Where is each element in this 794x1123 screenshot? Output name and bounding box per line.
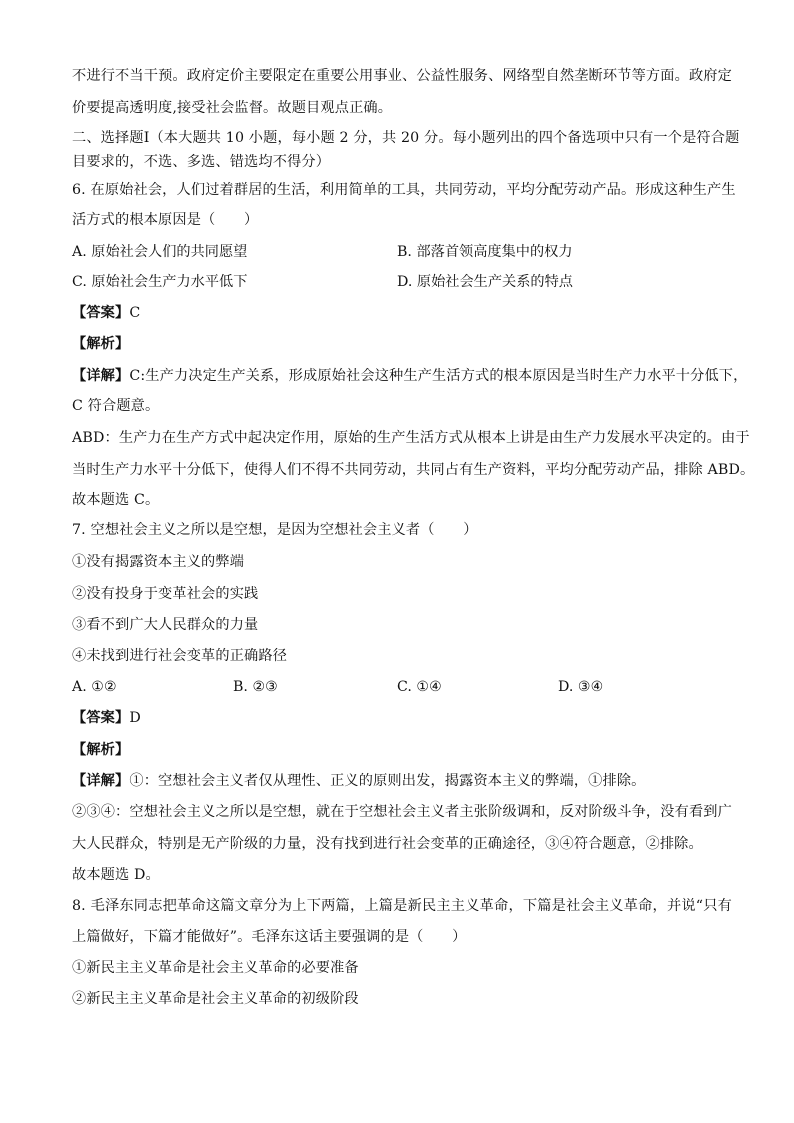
q7-answer: [72, 708, 732, 728]
q6-option-a: A. 原始社会人们的共同愿望: [72, 244, 248, 260]
q7-stem: 7. 空想社会主义之所以是空想，是因为空想社会主义者（ ）: [72, 522, 478, 538]
q7-option-c: C. ①④: [397, 679, 442, 695]
q7-detail-3: 大人民群众，特别是无产阶级的力量，没有找到进行社会变革的正确途径，③④符合题意，②排除。: [72, 836, 703, 852]
q7-statement-3: ③看不到广大人民群众的力量: [72, 617, 259, 633]
q7-option-b: B. ②③: [233, 679, 278, 695]
detail-tag: 【详解】: [72, 773, 130, 789]
q6-option-c: C. 原始社会生产力水平低下: [72, 274, 248, 290]
text-line: 不进行不当干预。政府定价主要限定在重要公用事业、公益性服务、网络型自然垄断环节等方面。政府定: [72, 68, 732, 84]
q8-stem: 8. 毛泽东同志把革命这篇文章分为上下两篇，上篇是新民主主义革命，下篇是社会主义革命，并说“只有: [72, 898, 732, 914]
answer-value: C: [129, 305, 141, 321]
q6-option-d: D. 原始社会生产关系的特点: [397, 274, 573, 290]
detail-tag: 【详解】: [72, 368, 130, 384]
q6-option-b: B. 部落首领高度集中的权力: [397, 244, 573, 260]
q6-detail-abd-cont: 当时生产力水平十分低下，使得人们不得不共同劳动，共同占有生产资料，平均分配劳动产品，排除 ABD。: [72, 462, 755, 478]
q7-option-d: D. ③④: [558, 679, 604, 695]
analysis-tag: 【解析】: [72, 336, 130, 352]
answer-tag: 【答案】: [72, 305, 130, 321]
q8-statement-1: ①新民主主义革命是社会主义革命的必要准备: [72, 960, 359, 976]
detail-text: C:生产力决定生产关系，形成原始社会这种生产生活方式的根本原因是当时生产力水平十分低下，: [129, 368, 748, 384]
q6-answer: [72, 303, 732, 323]
q6-stem: 6. 在原始社会，人们过着群居的生活，利用简单的工具，共同劳动，平均分配劳动产品。形成这种生产生: [72, 182, 736, 198]
q7-statement-4: ④未找到进行社会变革的正确路径: [72, 648, 288, 664]
detail-text: ①：空想社会主义者仅从理性、正义的原则出发，揭露资本主义的弊端，①排除。: [129, 773, 646, 789]
q7-detail-2: ②③④：空想社会主义之所以是空想，就在于空想社会主义者主张阶级调和，反对阶级斗争，没有看到广: [72, 804, 732, 820]
q6-detail-abd: ABD：生产力在生产方式中起决定作用，原始的生产生活方式从根本上讲是由生产力发展水平决定的。由于: [72, 430, 750, 446]
q8-stem-cont: 上篇做好，下篇才能做好”。毛泽东这话主要强调的是（ ）: [72, 929, 467, 945]
q7-option-a: A. ①②: [72, 679, 117, 695]
q6-detail: [72, 366, 748, 386]
q7-detail: [72, 771, 732, 791]
q6-detail-cont: C 符合题意。: [72, 398, 160, 414]
q6-analysis-tag: [72, 334, 732, 354]
section-heading-cont: 目要求的，不选、多选、错选均不得分）: [72, 154, 331, 170]
text-line: 价要提高透明度,接受社会监督。故题目观点正确。: [72, 100, 393, 116]
q7-statement-2: ②没有投身于变革社会的实践: [72, 586, 259, 602]
analysis-tag: 【解析】: [72, 742, 130, 758]
answer-tag: 【答案】: [72, 710, 130, 726]
q7-analysis-tag: [72, 740, 732, 760]
q6-conclusion: 故本题选 C。: [72, 492, 160, 508]
q8-statement-2: ②新民主主义革命是社会主义革命的初级阶段: [72, 991, 359, 1007]
q6-stem-cont: 活方式的根本原因是（ ）: [72, 212, 259, 228]
q7-statement-1: ①没有揭露资本主义的弊端: [72, 554, 245, 570]
q7-conclusion: 故本题选 D。: [72, 867, 160, 883]
section-heading: 二、选择题Ⅰ（本大题共 10 小题，每小题 2 分，共 20 分。每小题列出的四个备选项中只有一个是符合题: [72, 130, 740, 146]
answer-value: D: [129, 710, 141, 726]
